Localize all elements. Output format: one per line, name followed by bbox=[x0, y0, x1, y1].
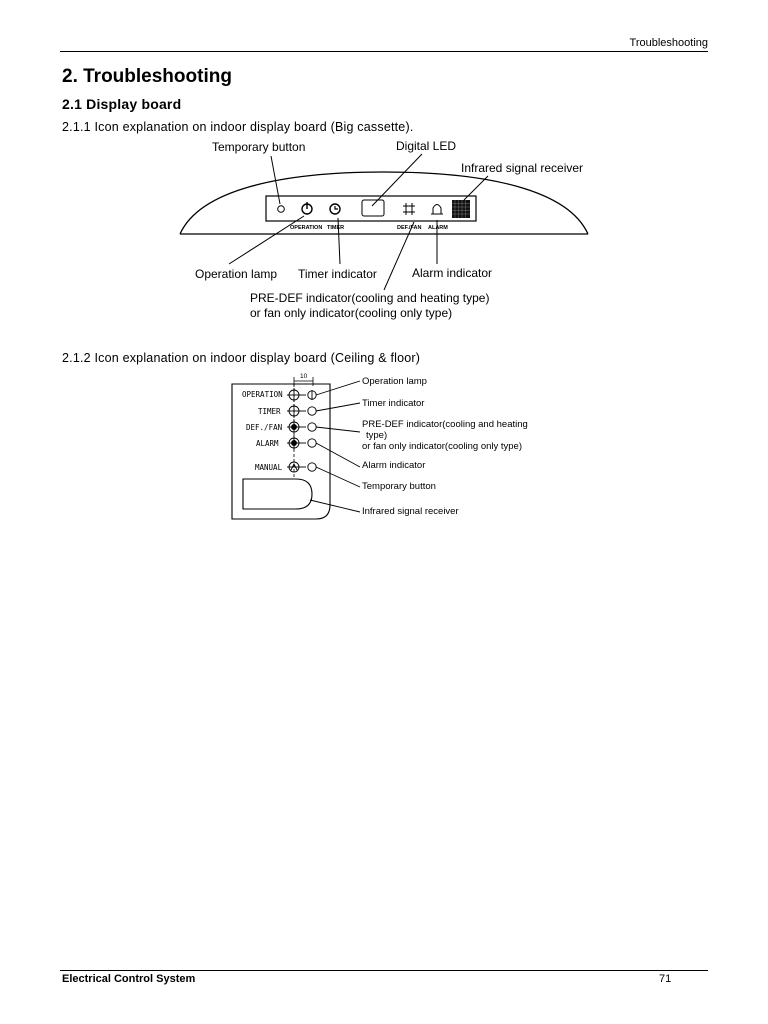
label2-timer-indicator: Timer indicator bbox=[362, 398, 425, 409]
infrared-receiver-window bbox=[243, 479, 312, 509]
panel-label-operation: OPERATION bbox=[242, 390, 283, 399]
footer-title: Electrical Control System bbox=[62, 973, 196, 985]
ceiling-panel-outline bbox=[232, 384, 330, 519]
timer-lamp-icon bbox=[308, 407, 316, 415]
operation-crosshair-icon bbox=[287, 388, 301, 402]
alarm-lamp-icon bbox=[308, 439, 316, 447]
label-infrared-receiver: Infrared signal receiver bbox=[461, 161, 584, 175]
paragraph-ceiling-floor: 2.1.2 Icon explanation on indoor display board (Ceiling & floor) bbox=[62, 351, 421, 365]
figure2-leader-lines bbox=[310, 381, 360, 512]
dimension-label: 10 bbox=[300, 373, 308, 380]
label-digital-led: Digital LED bbox=[396, 139, 457, 153]
operation-lamp-icon bbox=[308, 390, 316, 400]
label2-temporary-button: Temporary button bbox=[362, 481, 436, 492]
panel-label-timer: TIMER bbox=[258, 407, 281, 416]
label2-predef-line3: or fan only indicator(cooling only type) bbox=[362, 441, 523, 452]
label-temporary-button: Temporary button bbox=[212, 140, 306, 154]
label2-predef-line2: type) bbox=[366, 430, 388, 441]
label2-infrared-receiver: Infrared signal receiver bbox=[362, 506, 459, 517]
panel-text-def-fan: DEF./FAN bbox=[397, 225, 422, 231]
def-fan-lamp-icon bbox=[308, 423, 316, 431]
running-header: Troubleshooting bbox=[629, 37, 708, 49]
panel-text-operation: OPERATION bbox=[290, 225, 323, 231]
temporary-button-icon bbox=[308, 463, 316, 471]
label-predef-line1: PRE-DEF indicator(cooling and heating type) bbox=[250, 291, 490, 305]
label2-alarm-indicator: Alarm indicator bbox=[362, 460, 426, 471]
timer-crosshair-icon bbox=[287, 404, 301, 418]
paragraph-big-cassette: 2.1.1 Icon explanation on indoor display board (Big cassette). bbox=[62, 120, 414, 134]
panel-label-manual: MANUAL bbox=[255, 463, 283, 472]
panel-label-def-fan: DEF./FAN bbox=[246, 423, 283, 432]
panel-text-alarm: ALARM bbox=[428, 225, 448, 231]
label-predef-line2: or fan only indicator(cooling only type) bbox=[250, 306, 453, 320]
section-title: 2. Troubleshooting bbox=[62, 66, 232, 87]
def-fan-crosshair-icon bbox=[287, 420, 301, 434]
label-alarm-indicator: Alarm indicator bbox=[412, 266, 493, 280]
label2-predef-line1: PRE-DEF indicator(cooling and heating bbox=[362, 419, 528, 430]
label-timer-indicator: Timer indicator bbox=[298, 267, 377, 281]
footer-rule bbox=[60, 970, 708, 971]
label-operation-lamp: Operation lamp bbox=[195, 267, 278, 281]
panel-text-timer: TIMER bbox=[327, 225, 345, 231]
label2-operation-lamp: Operation lamp bbox=[362, 376, 427, 387]
page-number: 71 bbox=[659, 973, 672, 985]
subsection-title: 2.1 Display board bbox=[62, 96, 182, 112]
panel-label-alarm: ALARM bbox=[256, 439, 279, 448]
panel-indicators bbox=[287, 388, 316, 472]
alarm-crosshair-icon bbox=[287, 436, 301, 450]
